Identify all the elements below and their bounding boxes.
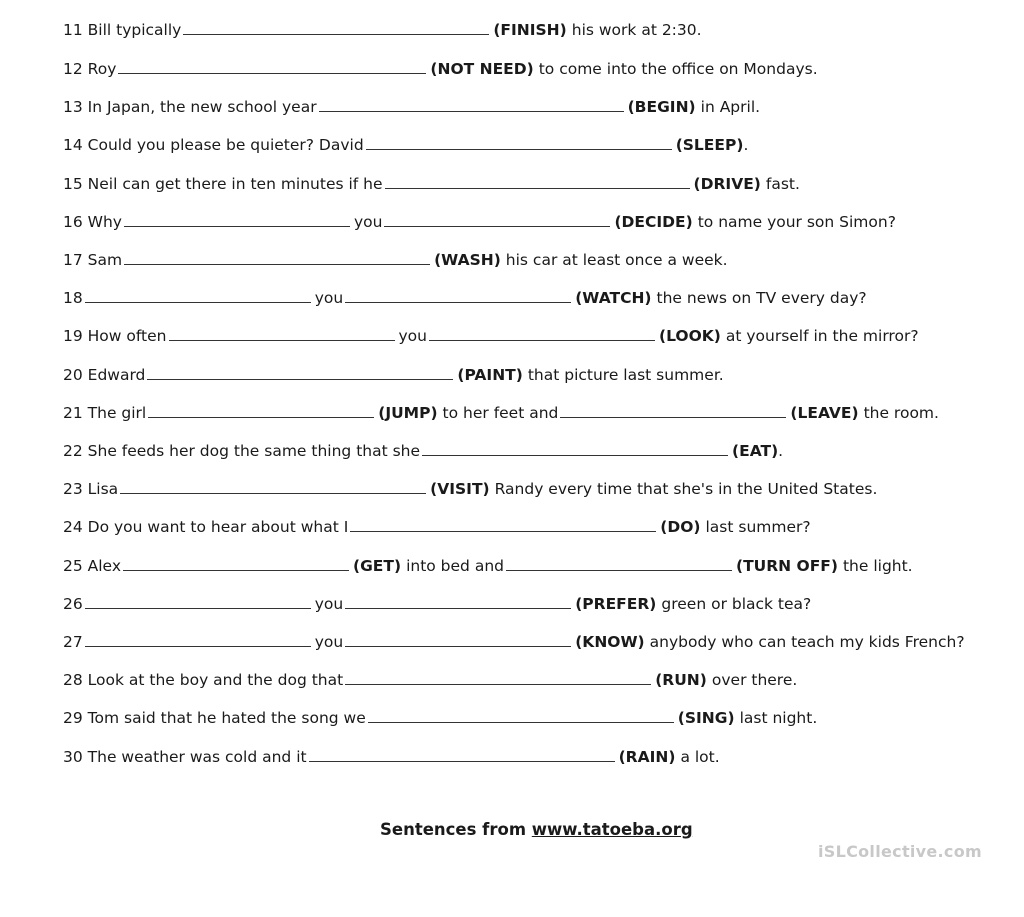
- exercise-item: [63, 286, 867, 310]
- item-text: 23 Lisa: [63, 480, 119, 498]
- item-text: 12 Roy: [63, 60, 117, 78]
- item-text: a lot.: [680, 748, 720, 766]
- verb-prompt: (DECIDE): [614, 213, 693, 231]
- exercise-item: [63, 477, 877, 501]
- answer-blank[interactable]: [384, 212, 610, 227]
- verb-prompt: (SLEEP): [675, 136, 744, 154]
- answer-blank[interactable]: [123, 556, 349, 571]
- item-text: into bed and: [406, 557, 504, 575]
- answer-blank[interactable]: [366, 135, 672, 150]
- exercise-item: [63, 745, 720, 769]
- item-text: .: [743, 136, 749, 154]
- answer-blank[interactable]: [319, 97, 624, 112]
- exercise-item: [63, 668, 797, 692]
- item-text: fast.: [765, 175, 800, 193]
- answer-blank[interactable]: [124, 250, 430, 265]
- item-text: 29 Tom said that he hated the song we: [63, 709, 366, 727]
- verb-prompt: (WASH): [434, 251, 501, 269]
- answer-blank[interactable]: [147, 365, 453, 380]
- item-text: 21 The girl: [63, 404, 147, 422]
- item-text: over there.: [711, 671, 798, 689]
- exercise-item: [63, 439, 783, 463]
- item-text: 13 In Japan, the new school year: [63, 98, 317, 116]
- answer-blank[interactable]: [422, 441, 728, 456]
- verb-prompt: (DO): [660, 518, 701, 536]
- answer-blank[interactable]: [345, 288, 571, 303]
- item-text: 11 Bill typically: [63, 21, 182, 39]
- item-text: in April.: [700, 98, 761, 116]
- verb-prompt: (VISIT): [430, 480, 490, 498]
- answer-blank[interactable]: [118, 59, 426, 74]
- verb-prompt: (RUN): [655, 671, 707, 689]
- exercise-item: [63, 95, 760, 119]
- verb-prompt: (RAIN): [618, 748, 676, 766]
- item-text: 16 Why: [63, 213, 122, 231]
- verb-prompt: (WATCH): [575, 289, 652, 307]
- answer-blank[interactable]: [148, 403, 374, 418]
- item-text: .: [778, 442, 784, 460]
- verb-prompt: (EAT): [732, 442, 779, 460]
- watermark: iSLCollective.com: [818, 842, 982, 861]
- item-text: last night.: [739, 709, 818, 727]
- answer-blank[interactable]: [345, 632, 571, 647]
- item-text: you: [314, 595, 344, 613]
- answer-blank[interactable]: [169, 326, 395, 341]
- item-text: you: [314, 289, 344, 307]
- item-text: 17 Sam: [63, 251, 123, 269]
- verb-prompt: (BEGIN): [627, 98, 696, 116]
- item-text: the news on TV every day?: [656, 289, 867, 307]
- item-text: 20 Edward: [63, 366, 146, 384]
- exercise-item: [63, 248, 728, 272]
- verb-prompt: (LOOK): [658, 327, 721, 345]
- verb-prompt: (TURN OFF): [735, 557, 838, 575]
- verb-prompt: (GET): [353, 557, 402, 575]
- answer-blank[interactable]: [183, 20, 489, 35]
- item-text: that picture last summer.: [527, 366, 724, 384]
- exercise-item: [63, 172, 800, 196]
- answer-blank[interactable]: [85, 594, 311, 609]
- exercise-item: [63, 706, 817, 730]
- item-text: to name your son Simon?: [697, 213, 896, 231]
- item-text: 15 Neil can get there in ten minutes if he: [63, 175, 383, 193]
- item-text: to her feet and: [442, 404, 559, 422]
- answer-blank[interactable]: [429, 326, 655, 341]
- answer-blank[interactable]: [345, 594, 571, 609]
- item-text: Randy every time that she's in the United States.: [494, 480, 878, 498]
- verb-prompt: (JUMP): [378, 404, 438, 422]
- item-text: you: [353, 213, 383, 231]
- exercise-item: [63, 515, 811, 539]
- exercise-item: [63, 57, 818, 81]
- item-text: 24 Do you want to hear about what I: [63, 518, 349, 536]
- item-text: 18: [63, 289, 83, 307]
- answer-blank[interactable]: [120, 479, 426, 494]
- item-text: his car at least once a week.: [505, 251, 728, 269]
- item-text: you: [314, 633, 344, 651]
- source-credit: [380, 820, 693, 839]
- item-text: green or black tea?: [661, 595, 812, 613]
- item-text: at yourself in the mirror?: [725, 327, 919, 345]
- item-text: to come into the office on Mondays.: [538, 60, 818, 78]
- exercise-item: [63, 133, 748, 157]
- answer-blank[interactable]: [85, 632, 311, 647]
- verb-prompt: (LEAVE): [790, 404, 859, 422]
- answer-blank[interactable]: [385, 174, 690, 189]
- exercise-item: [63, 554, 913, 578]
- answer-blank[interactable]: [309, 747, 615, 762]
- verb-prompt: (NOT NEED): [430, 60, 534, 78]
- item-text: the light.: [842, 557, 913, 575]
- exercise-item: [63, 401, 939, 425]
- item-text: you: [398, 327, 427, 345]
- source-link[interactable]: www.tatoeba.org: [531, 820, 693, 839]
- item-text: 22 She feeds her dog the same thing that she: [63, 442, 421, 460]
- verb-prompt: (FINISH): [493, 21, 567, 39]
- item-text: the room.: [863, 404, 939, 422]
- item-text: anybody who can teach my kids French?: [649, 633, 965, 651]
- answer-blank[interactable]: [506, 556, 732, 571]
- answer-blank[interactable]: [124, 212, 350, 227]
- item-text: 26: [63, 595, 83, 613]
- answer-blank[interactable]: [85, 288, 311, 303]
- item-text: 27: [63, 633, 83, 651]
- item-text: his work at 2:30.: [571, 21, 702, 39]
- verb-prompt: (PAINT): [457, 366, 523, 384]
- answer-blank[interactable]: [560, 403, 786, 418]
- exercise-item: [63, 630, 965, 654]
- answer-blank[interactable]: [350, 517, 656, 532]
- exercise-item: [63, 18, 702, 42]
- verb-prompt: (KNOW): [575, 633, 645, 651]
- verb-prompt: (DRIVE): [693, 175, 761, 193]
- source-prefix: Sentences from: [380, 820, 527, 839]
- item-text: 30 The weather was cold and it: [63, 748, 307, 766]
- item-text: 14 Could you please be quieter? David: [63, 136, 364, 154]
- verb-prompt: (PREFER): [575, 595, 657, 613]
- answer-blank[interactable]: [345, 670, 651, 685]
- item-text: 25 Alex: [63, 557, 121, 575]
- exercise-item: [63, 324, 919, 348]
- exercise-item: [63, 592, 811, 616]
- exercise-item: [63, 210, 896, 234]
- item-text: 19 How often: [63, 327, 167, 345]
- item-text: last summer?: [705, 518, 811, 536]
- exercise-item: [63, 363, 724, 387]
- item-text: 28 Look at the boy and the dog that: [63, 671, 344, 689]
- verb-prompt: (SING): [677, 709, 735, 727]
- answer-blank[interactable]: [368, 708, 674, 723]
